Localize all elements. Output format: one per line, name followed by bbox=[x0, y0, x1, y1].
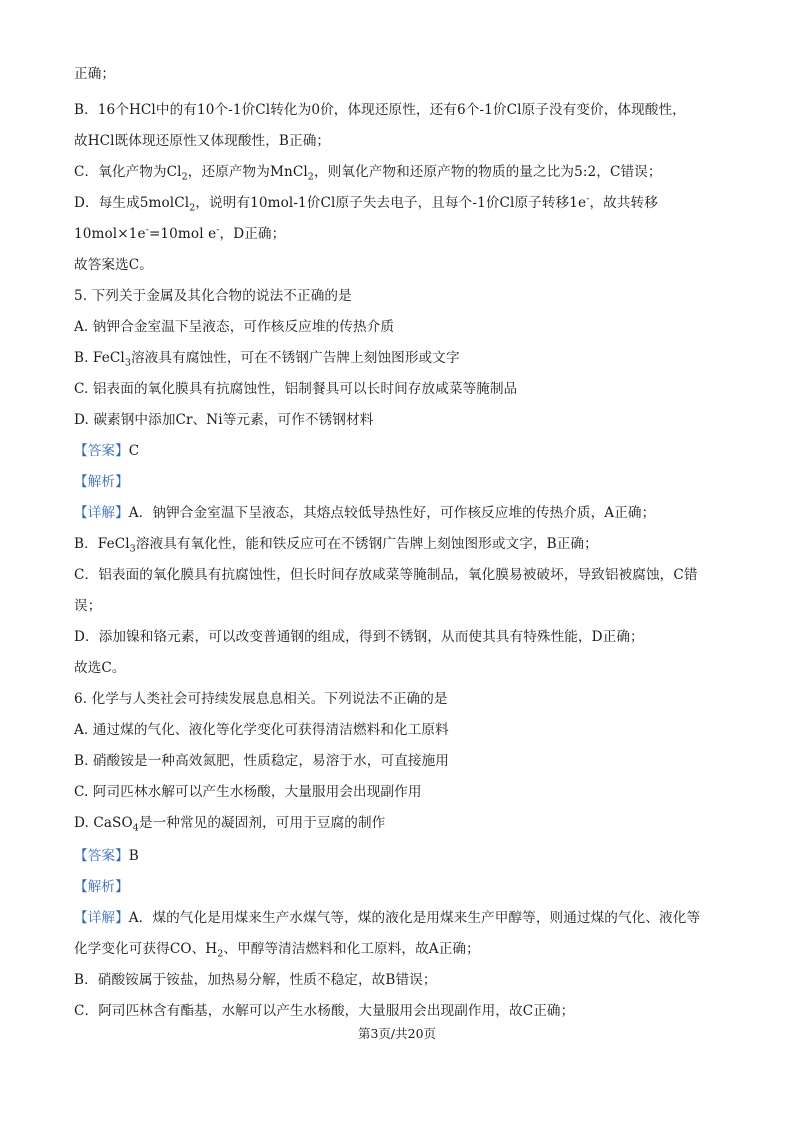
text-run: A．煤的气化是用煤来生产水煤气等，煤的液化是用煤来生产甲醇等，则通过煤的气化、液化等 bbox=[128, 910, 701, 926]
text-run: 、甲醇等清洁燃料和化工原料，故A正确； bbox=[223, 941, 480, 957]
text-line bbox=[74, 193, 734, 213]
text-run: C．氧化产物为Cl bbox=[74, 164, 182, 180]
text-run: 溶液具有腐蚀性，可在不锈钢广告牌上刻蚀图形或文字 bbox=[130, 350, 460, 366]
subscript: 3 bbox=[124, 357, 131, 369]
text-run: ，D正确； bbox=[219, 226, 286, 242]
text-line: C．阿司匹林含有酯基，水解可以产生水杨酸，大量服用会出现副作用，故C正确； bbox=[74, 1003, 575, 1019]
subscript: 3 bbox=[129, 543, 136, 555]
superscript: - bbox=[586, 193, 590, 205]
question-title: 5. 下列关于金属及其化合物的说法不正确的是 bbox=[74, 288, 352, 304]
analysis-tag: 【解析】 bbox=[74, 474, 129, 490]
subscript: 2 bbox=[217, 948, 224, 960]
text-run: ，故共转移 bbox=[589, 195, 658, 211]
detail-tag: 【详解】 bbox=[74, 505, 129, 521]
text-run: ，说明有10mol-1价Cl原子失去电子，且每个-1价Cl原子转移1e bbox=[195, 195, 587, 211]
text-line: 故答案选C。 bbox=[74, 257, 153, 273]
analysis-tag: 【解析】 bbox=[74, 879, 129, 895]
text-line: C．铝表面的氧化膜具有抗腐蚀性，但长时间存放咸菜等腌制品，氧化膜易被破坏，导致铝被腐蚀，C错 bbox=[74, 567, 698, 583]
text-line: B．16个HCl中的有10个-1价Cl转化为0价，体现还原性，还有6个-1价Cl原子没有变价，体现酸性， bbox=[74, 102, 686, 118]
option-c: C. 阿司匹林水解可以产生水杨酸，大量服用会出现副作用 bbox=[74, 784, 422, 800]
subscript: 2 bbox=[181, 171, 188, 183]
option-a: A. 通过煤的气化、液化等化学变化可获得清洁燃料和化工原料 bbox=[74, 722, 449, 738]
text-run: 是一种常见的凝固剂，可用于豆腐的制作 bbox=[138, 815, 386, 831]
option-a: A. 钠钾合金室温下呈液态，可作核反应堆的传热介质 bbox=[74, 319, 395, 335]
text-run: 10mol×1e bbox=[74, 226, 146, 242]
text-run: B. FeCl bbox=[74, 350, 125, 366]
option-d: D. 碳素钢中添加Cr、Ni等元素，可作不锈钢材料 bbox=[74, 412, 374, 428]
option-b: B. 硝酸铵是一种高效氮肥，性质稳定，易溶于水，可直接施用 bbox=[74, 753, 449, 769]
superscript: - bbox=[145, 224, 149, 236]
text-line bbox=[74, 939, 734, 959]
text-line: 正确； bbox=[74, 66, 116, 82]
detail-tag: 【详解】 bbox=[74, 910, 129, 926]
answer-tag: 【答案】 bbox=[74, 443, 129, 459]
text-line: D．添加镍和铬元素，可以改变普通钢的组成，得到不锈钢，从而使其具有特殊性能，D正确； bbox=[74, 629, 644, 645]
text-line: 故选C。 bbox=[74, 660, 126, 676]
answer-line bbox=[74, 441, 734, 461]
text-run: B．FeCl bbox=[74, 536, 130, 552]
analysis-line bbox=[74, 877, 734, 897]
superscript: - bbox=[216, 224, 220, 236]
detail-line bbox=[74, 908, 734, 928]
option-c: C. 铝表面的氧化膜具有抗腐蚀性，铝制餐具可以长时间存放咸菜等腌制品 bbox=[74, 381, 518, 397]
answer-value: C bbox=[128, 443, 140, 459]
detail-line bbox=[74, 503, 734, 523]
option-b bbox=[74, 348, 734, 368]
text-line bbox=[74, 162, 734, 182]
answer-value: B bbox=[128, 848, 139, 864]
page-footer: 第3页/共20页 bbox=[357, 1026, 437, 1041]
text-run: ，则氧化产物和还原产物的物质的量之比为5:2，C错误； bbox=[313, 164, 662, 180]
text-run: A．钠钾合金室温下呈液态，其熔点较低导热性好，可作核反应堆的传热介质，A正确； bbox=[128, 505, 656, 521]
text-run: 溶液具有氧化性，能和铁反应可在不锈钢广告牌上刻蚀图形或文字，B正确； bbox=[135, 536, 598, 552]
text-line bbox=[74, 534, 734, 554]
subscript: 2 bbox=[189, 202, 196, 214]
text-line bbox=[74, 224, 734, 244]
text-line: 故HCl既体现还原性又体现酸性，B正确； bbox=[74, 133, 331, 149]
answer-line bbox=[74, 846, 734, 866]
subscript: 4 bbox=[132, 822, 139, 834]
option-d bbox=[74, 813, 734, 833]
text-run: 化学变化可获得CO、H bbox=[74, 941, 218, 957]
subscript: 2 bbox=[307, 171, 314, 183]
analysis-line bbox=[74, 472, 734, 492]
text-run: =10mol e bbox=[148, 226, 217, 242]
text-run: D．每生成5molCl bbox=[74, 195, 190, 211]
text-run: ，还原产物为MnCl bbox=[187, 164, 308, 180]
text-line: B．硝酸铵属于铵盐，加热易分解，性质不稳定，故B错误； bbox=[74, 972, 437, 988]
answer-tag: 【答案】 bbox=[74, 848, 129, 864]
text-line: 误； bbox=[74, 598, 102, 614]
text-run: D. CaSO bbox=[74, 815, 133, 831]
question-title: 6. 化学与人类社会可持续发展息息相关。下列说法不正确的是 bbox=[74, 691, 448, 707]
